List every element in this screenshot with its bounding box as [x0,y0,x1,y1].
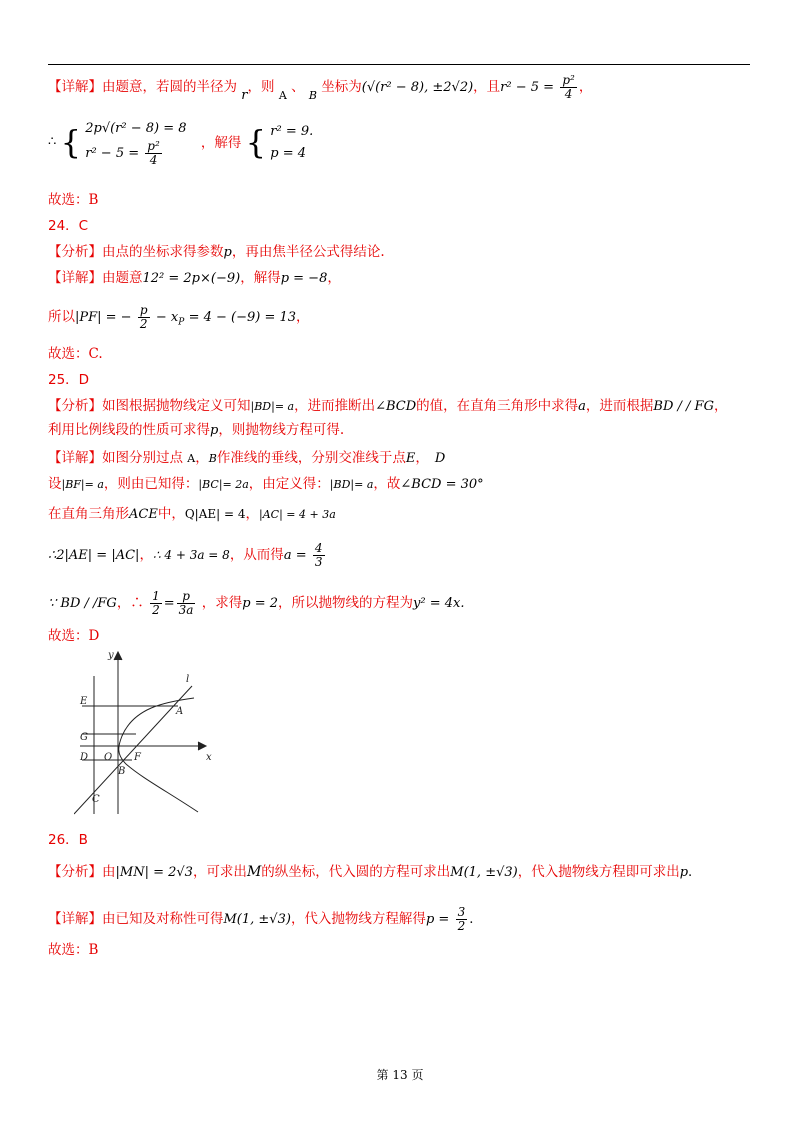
q24-answer: 故选：C. [48,346,103,362]
q26-answer: 故选：B [48,942,99,958]
label-B: B [118,766,126,777]
equation-system-1: 2p√(r² − 8) = 8 r² − 5 = $\frac{\text{p²}}{4}$ [85,121,187,167]
label-G: G [80,732,88,743]
y-arrow [114,652,122,660]
page-footer: 第 13 页 [376,1068,424,1082]
label-A: A [176,706,184,717]
q25-detail-5: ∵ BD / /FG，∴ $\frac{1}{2}$ = $\frac{p}{3a}$ ，求得p = 2，所以抛物线的方程为y² = 4x. [48,589,465,617]
q25-analysis-2: 利用比例线段的性质可求得p，则抛物线方程可得. [48,422,345,438]
label-D: D [80,752,89,763]
q26-analysis: 【分析】由|MN| = 2√3，可求出M的纵坐标，代入圆的方程可求出M(1, ±√3)，代入抛物线方程即可求出p. [48,864,693,880]
detail-tag: 【详解】 [48,79,102,95]
label-y: y [108,650,114,661]
q25-detail-4: ∴2|AE| = |AC|，∴ 4 + 3a = 8，从而得a = $\frac{4}{3}$ [48,541,323,569]
q25-detail-3: 在直角三角形ACE中，Q|AE| = 4，|AC| = 4 + 3a [48,506,336,522]
q26-heading: 26．B [48,832,88,848]
q24-detail: 【详解】由题意12² = 2p×(−9)，解得p = −8， [48,270,341,286]
fraction: $\frac{\text{p²}}{4}$ [562,73,575,101]
header-rule [48,64,750,65]
q25-detail-2: 设|BF|= a，则由已知得：|BC|= 2a，由定义得：|BD|= a，故∠BCD = 30° [48,476,484,492]
q26-detail: 【详解】由已知及对称性可得M(1, ±√3)，代入抛物线方程解得p = $\frac{3}{2}$ . [48,905,474,933]
q23-detail-line: 【详解】由题意，若圆的半径为 r，则 $_A$ 、 $_B$ 坐标为(√(r² − 8), ±2√2)，且r² − 5 = $\frac{\text{p²}}{4}$ ， [48,73,593,103]
q23-system-line: ∴ { 2p√(r² − 8) = 8 r² − 5 = $\frac{\text{p²}}{4}$ ，解得 { r² = 9. p = 4 [48,118,313,167]
label-x: x [206,752,212,763]
parabola-curve [119,698,198,812]
q24-focal-radius: 所以|PF| = − $\frac{p}{2}$ − $x_P = 4 - (-9) = 13$， [48,303,310,331]
q24-heading: 24．C [48,218,89,234]
q25-analysis-1: 【分析】如图根据抛物线定义可知|BD|= a，进而推断出∠BCD的值，在直角三角形中求得a，进而根据BD / / FG， [48,398,728,414]
x-arrow [198,742,206,750]
label-l: l [186,674,190,685]
q25-heading: 25．D [48,372,90,388]
equation-system-2: r² = 9. p = 4 [270,123,314,161]
parabola-figure [74,646,220,818]
q24-analysis: 【分析】由点的坐标求得参数p，再由焦半径公式得结论. [48,244,385,260]
q25-answer: 故选：D [48,628,100,644]
label-C: C [92,794,100,805]
q25-detail-1: 【详解】如图分别过点 A，B作准线的垂线，分别交准线于点E， D [48,450,446,466]
q23-answer: 故选：B [48,192,99,208]
label-O: O [104,752,113,763]
label-F: F [134,752,141,763]
coordinate-expression: (√(r² − 8), ±2√2) [361,80,474,95]
label-E: E [80,696,88,707]
